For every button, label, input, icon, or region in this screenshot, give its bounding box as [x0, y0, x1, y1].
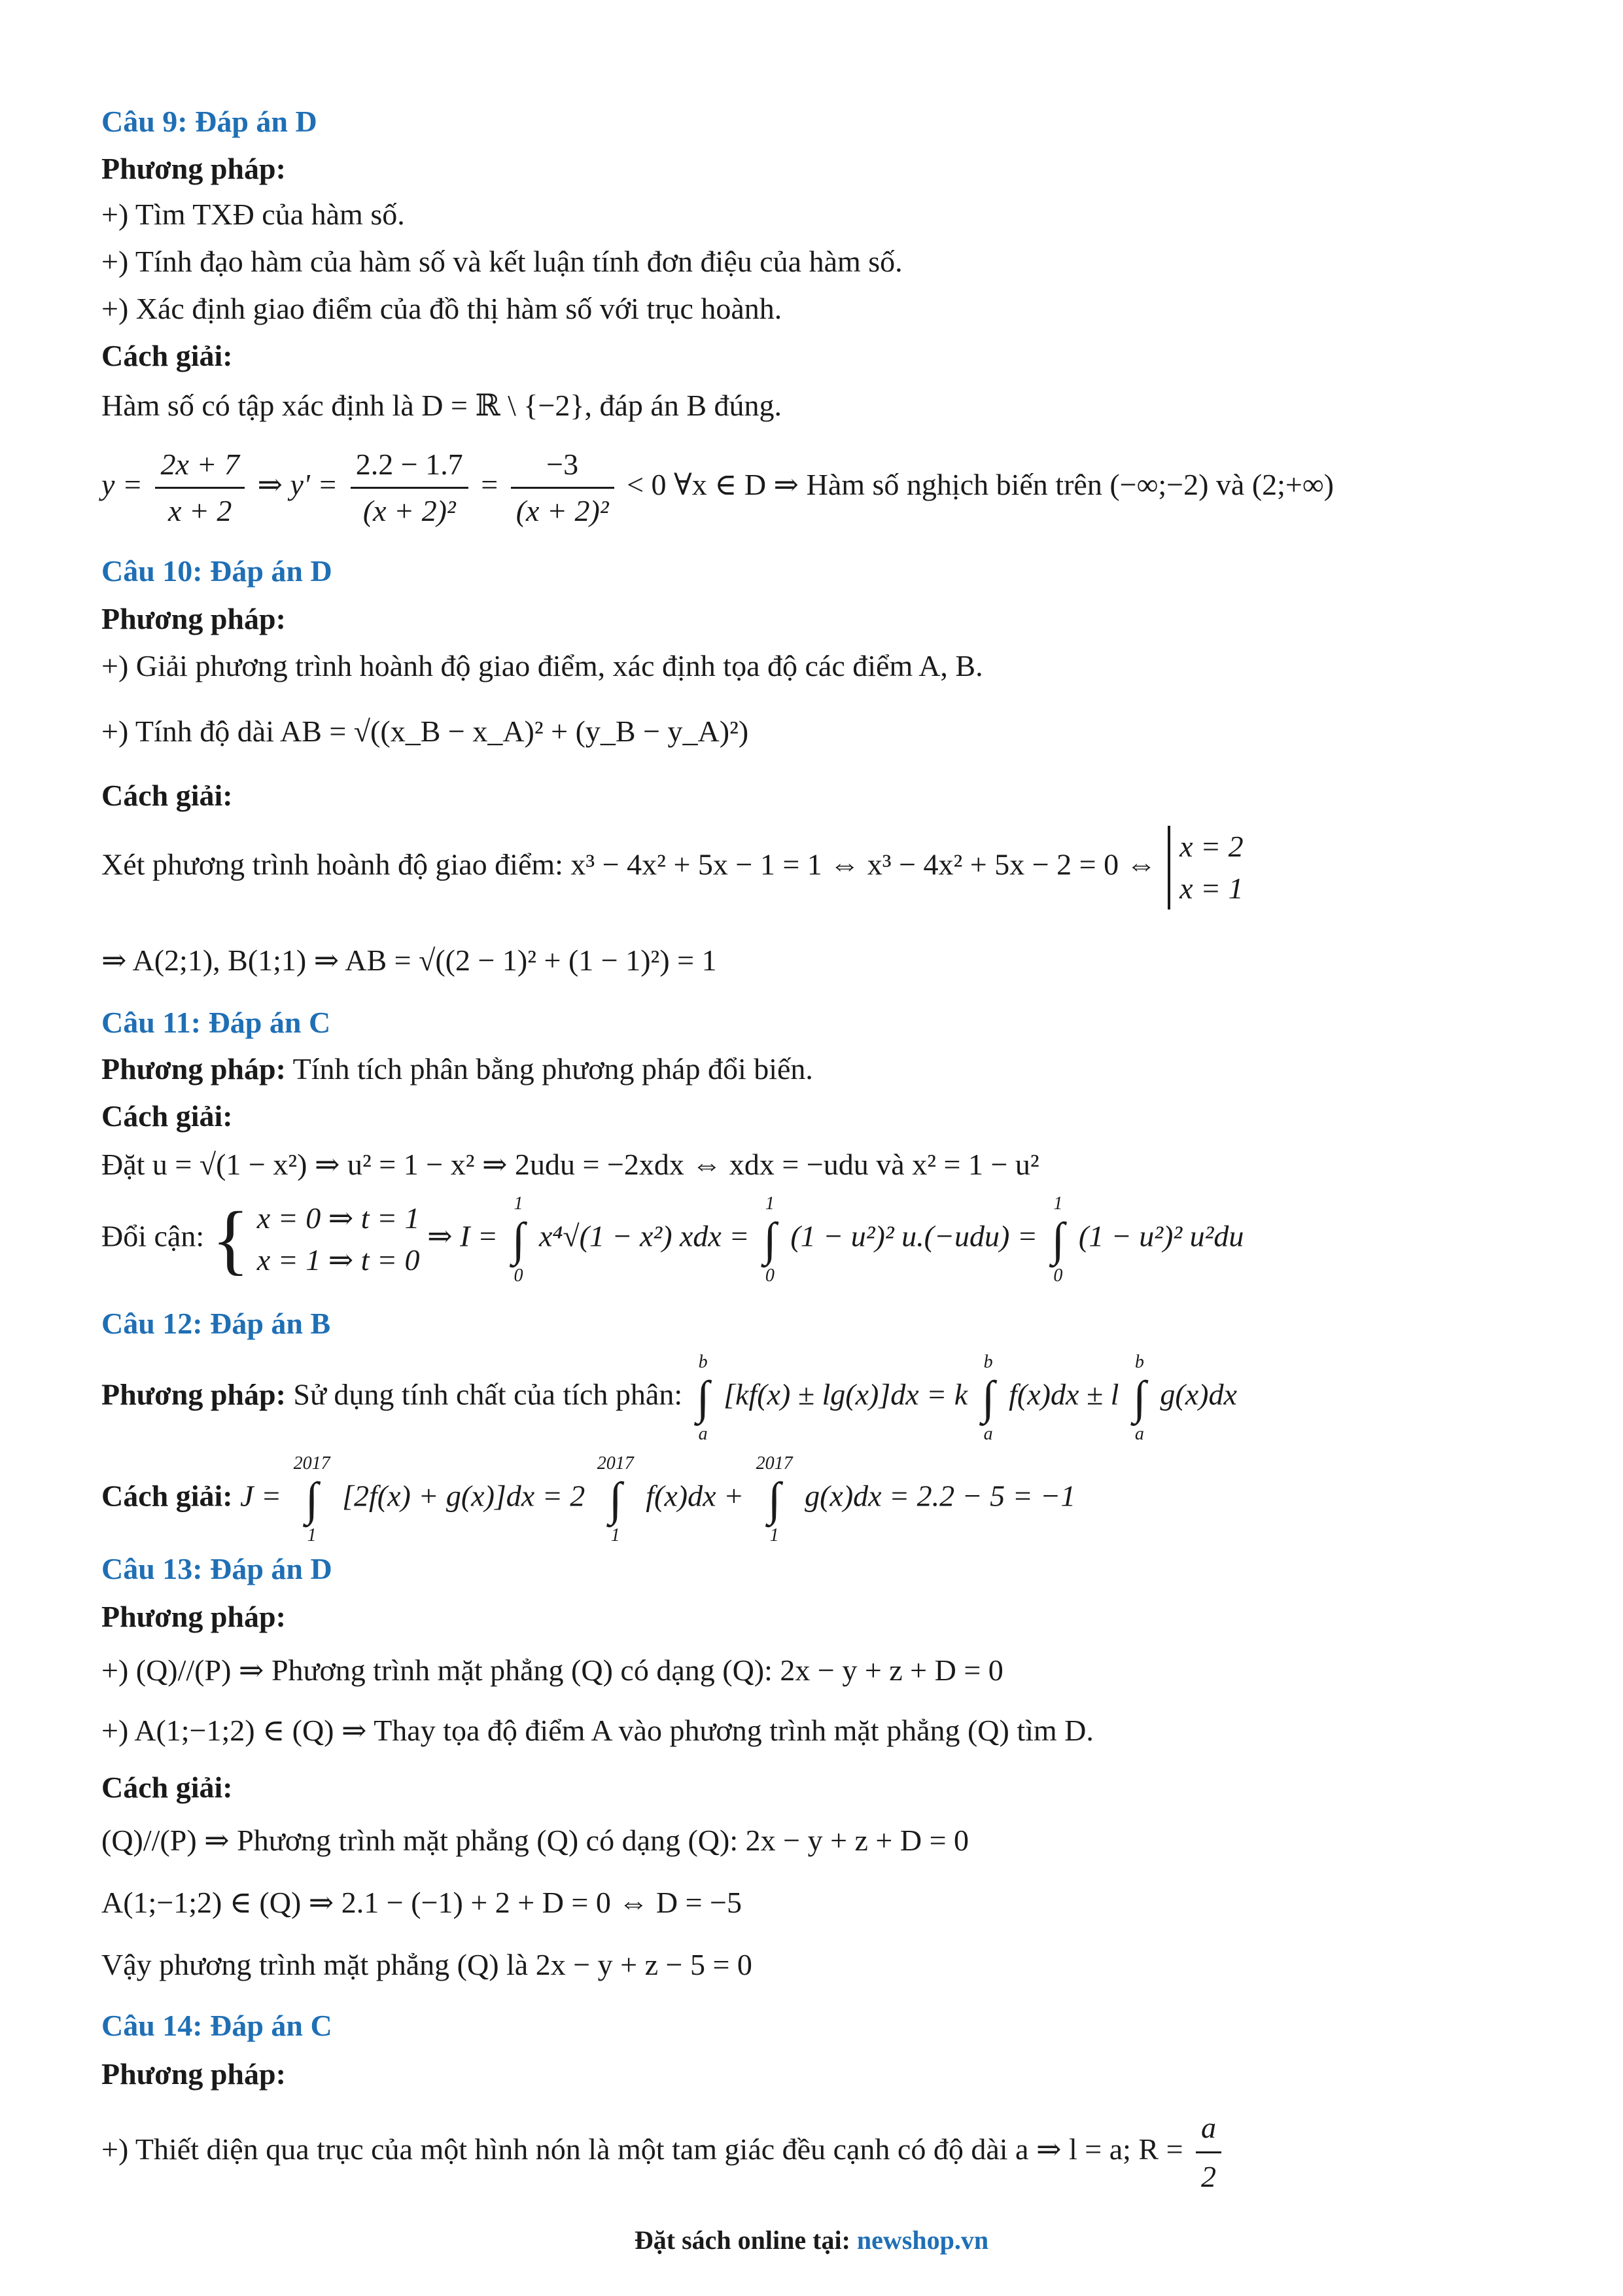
integral-icon: ∫ 1 0	[763, 1193, 777, 1286]
q9-frac-2: $\frac{2.2 - 1.7}{\text{(x + 2)²}}$	[351, 445, 468, 531]
integral-icon: ∫ b a	[696, 1352, 710, 1444]
integral-icon: ∫ 2017 1	[756, 1453, 793, 1545]
footer-site-link[interactable]: newshop.vn	[856, 2225, 989, 2255]
q11-bounds-label: Đổi cận:	[101, 1219, 205, 1253]
q12-title: Câu 12: Đáp án B	[101, 1307, 331, 1340]
q13-step-1: +) (Q)//(P) ⇒ Phương trình mặt phẳng (Q) có dạng (Q): 2x − y + z + D = 0	[101, 1653, 1003, 1687]
q13-line-1: (Q)//(P) ⇒ Phương trình mặt phẳng (Q) có dạng (Q): 2x − y + z + D = 0	[101, 1824, 969, 1857]
q14-step-1-line	[101, 2107, 1227, 2198]
q9-eq-tail: < 0 ∀x ∈ D ⇒ Hàm số nghịch biến trên (−∞;−2) và (2;+∞)	[627, 468, 1334, 502]
q12-sol-lead: J =	[240, 1479, 282, 1513]
q13-step-2: +) A(1;−1;2) ∈ (Q) ⇒ Thay tọa độ điểm A vào phương trình mặt phẳng (Q) tìm D.	[101, 1714, 1094, 1747]
q9-title: Câu 9: Đáp án D	[101, 105, 317, 138]
q13-title: Câu 13: Đáp án D	[101, 1552, 332, 1585]
q9-step-2: +) Tính đạo hàm của hàm số và kết luận tính đơn điệu của hàm số.	[101, 245, 903, 278]
q9-eq-y: y =	[101, 468, 143, 502]
q12-sol-1: [2f(x) + g(x)]dx = 2	[342, 1479, 585, 1513]
q12-sol-2: f(x)dx +	[646, 1479, 744, 1513]
q10-method-label: Phương pháp:	[101, 602, 286, 635]
q12-prop-2: f(x)dx ± l	[1009, 1377, 1119, 1411]
integral-icon: ∫ 1 0	[512, 1193, 525, 1286]
q10-step-2: +) Tính độ dài AB = √((x_B − x_A)² + (y_B − y_A)²)	[101, 715, 749, 748]
q12-prop-3: g(x)dx	[1160, 1377, 1237, 1411]
q13-line-3: Vậy phương trình mặt phẳng (Q) là 2x − y + z − 5 = 0	[101, 1948, 752, 1981]
q12-method-line	[101, 1352, 1237, 1444]
q10-line-1: Xét phương trình hoành độ giao điểm: x³ − 4x² + 5x − 1 = 1 ⇔ x³ − 4x² + 5x − 2 = 0 ⇔	[101, 847, 1157, 881]
q9-derivative-equation	[101, 445, 1334, 531]
q13-solution-label: Cách giải:	[101, 1771, 233, 1804]
q12-solution-line	[101, 1453, 1076, 1545]
q10-roots: x = 2 x = 1	[1168, 826, 1243, 910]
integral-icon: ∫ 2017 1	[597, 1453, 634, 1545]
q9-domain-line: Hàm số có tập xác định là D = ℝ \ {−2}, đáp án B đúng.	[101, 389, 782, 422]
q11-int-2: (1 − u²)² u.(−udu) =	[790, 1219, 1038, 1253]
q14-method-label: Phương pháp:	[101, 2057, 286, 2091]
q10-title: Câu 10: Đáp án D	[101, 554, 332, 588]
q12-solution-label: Cách giải:	[101, 1479, 233, 1513]
q11-title: Câu 11: Đáp án C	[101, 1006, 331, 1039]
q11-int-1: x⁴√(1 − x²) xdx =	[538, 1219, 750, 1253]
q10-solution-label: Cách giải:	[101, 779, 233, 812]
footer	[0, 2225, 1623, 2255]
q10-intersection-equation	[101, 826, 1244, 910]
q9-frac-3: $\frac{-3}{\text{(x + 2)²}}$	[511, 445, 614, 531]
q11-bounds-line	[101, 1193, 1244, 1286]
q11-bounds: x = 0 ⇒ t = 1 x = 1 ⇒ t = 0	[256, 1201, 420, 1277]
q9-step-3: +) Xác định giao điểm của đồ thị hàm số với trục hoành.	[101, 292, 782, 325]
footer-label: Đặt sách online tại:	[634, 2225, 857, 2255]
integral-icon: ∫ b a	[1133, 1352, 1146, 1444]
q9-eq-yp: ⇒ y' =	[257, 468, 338, 502]
q9-step-1: +) Tìm TXĐ của hàm số.	[101, 198, 405, 231]
q14-frac: $\frac{a}{2}$	[1196, 2107, 1221, 2198]
q9-method-label: Phương pháp:	[101, 152, 286, 185]
integral-icon: ∫ b a	[981, 1352, 995, 1444]
q13-method-label: Phương pháp:	[101, 1600, 286, 1633]
q14-title: Câu 14: Đáp án C	[101, 2009, 332, 2042]
integral-icon: ∫ 2017 1	[293, 1453, 330, 1545]
q12-method-label: Phương pháp:	[101, 1377, 286, 1411]
q12-sol-3: g(x)dx = 2.2 − 5 = −1	[805, 1479, 1076, 1513]
q9-eq-mid: =	[481, 468, 498, 502]
q11-substitution: Đặt u = √(1 − x²) ⇒ u² = 1 − x² ⇒ 2udu = −2xdx ⇔ xdx = −udu và x² = 1 − u²	[101, 1148, 1039, 1181]
q11-solution-label: Cách giải:	[101, 1099, 233, 1133]
q13-line-2: A(1;−1;2) ∈ (Q) ⇒ 2.1 − (−1) + 2 + D = 0 ⇔ D = −5	[101, 1886, 742, 1919]
left-brace-icon: {	[211, 1195, 250, 1282]
q11-int-3: (1 − u²)² u²du	[1078, 1219, 1244, 1253]
q12-method-text: Sử dụng tính chất của tích phân:	[285, 1377, 683, 1411]
q11-int-lead: ⇒ I =	[427, 1219, 498, 1253]
q12-prop-1: [kf(x) ± lg(x)]dx = k	[724, 1377, 968, 1411]
q10-step-1: +) Giải phương trình hoành độ giao điểm, xác định tọa độ các điểm A, B.	[101, 649, 983, 682]
q14-step-1: +) Thiết diện qua trục của một hình nón là một tam giác đều cạnh có độ dài a ⇒ l = a; R =	[101, 2132, 1183, 2166]
integral-icon: ∫ 1 0	[1051, 1193, 1065, 1286]
q9-frac-1: $\frac{2x + 7}{x + 2}$	[155, 445, 244, 531]
q9-solution-label: Cách giải:	[101, 339, 233, 372]
q11-method: Phương pháp: Tính tích phân bằng phương pháp đổi biến.	[101, 1052, 813, 1086]
q10-line-2: ⇒ A(2;1), B(1;1) ⇒ AB = √((2 − 1)² + (1 − 1)²) = 1	[101, 944, 717, 977]
